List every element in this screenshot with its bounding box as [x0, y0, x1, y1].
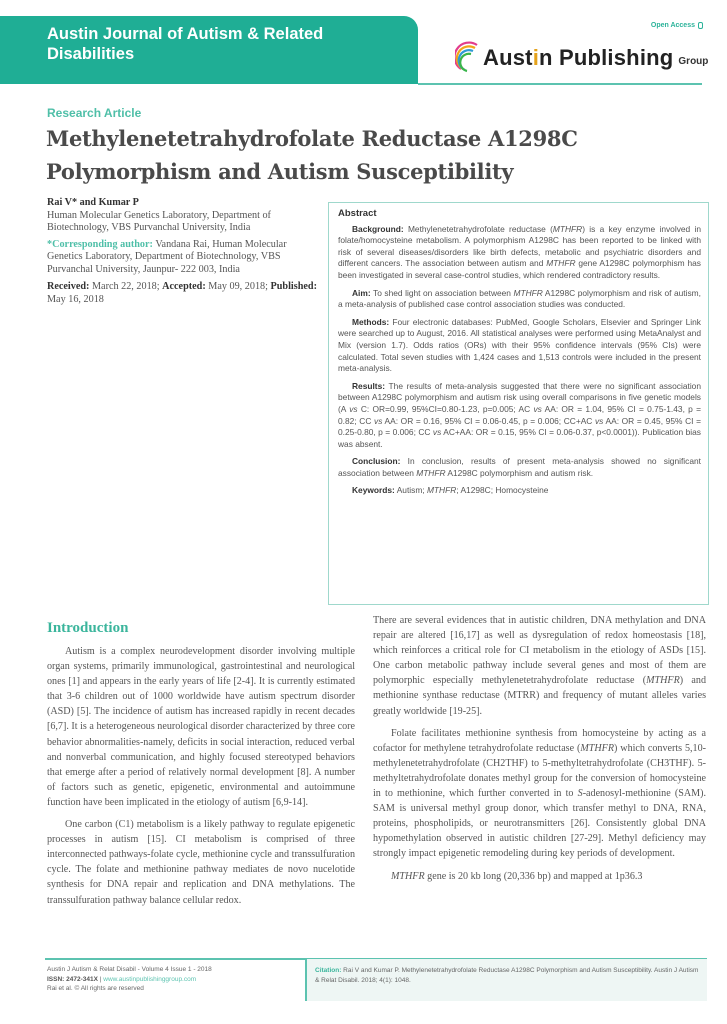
corresponding-author-label: *Corresponding author:: [47, 238, 153, 250]
body-column-left: [47, 644, 355, 915]
open-access-label: Open Access: [650, 22, 695, 29]
gene-name: MTHFR: [416, 467, 446, 478]
body-paragraph: [373, 869, 706, 884]
abstract-keywords: [338, 485, 701, 497]
abstract-results: [338, 381, 701, 451]
accepted-date: May 09, 2018;: [208, 281, 268, 292]
article-dates: [47, 281, 317, 306]
gene-name: MTHFR: [552, 223, 583, 234]
body-paragraph: [373, 726, 706, 862]
abstract-text: A1298C polymorphism and autism risk.: [445, 467, 594, 478]
footer-issn-line: [47, 975, 297, 985]
results-label: Results:: [352, 380, 386, 391]
publisher-name: [483, 45, 673, 71]
abstract-text: AA: OR = 0.16, 95% CI = 0.06-0.45, p = 0.006; CC+AC: [382, 415, 595, 426]
abstract-box: [328, 202, 709, 605]
footer-url-link[interactable]: www.austinpublishinggroup.com: [103, 975, 197, 983]
abstract-text: The results of meta-analysis suggested that there were no significant association between A1298C polymorphism and autism risk using overall comparisons in five genetic models (A: [338, 380, 701, 414]
abstract-text: C: OR=0.99, 95%CI=0.80-1.23, p=0.005; AC: [357, 403, 534, 414]
abstract-conclusion: [338, 456, 701, 479]
publisher-name-accent: i: [532, 45, 540, 70]
body-paragraph: [373, 613, 706, 719]
vs-text: vs: [432, 427, 442, 438]
body-text: There are several evidences that in autistic children, DNA methylation and DNA repair are altered [16,17] as well as dysregulation of redox homeostasis [18], which reinforces a critical role for CI metabolism in the etiology of ASDs [15]. One carbon metabolic pathway include several genes and most of them are polymorphic especially methylenetetrahydrofolate reductase (: [373, 615, 706, 687]
abstract-text: AA: OR = 0.45, 95% CI = 0.25-0.80, p = 0.006; CC: [338, 415, 701, 438]
vs-text: vs: [349, 403, 358, 414]
footer-copyright: Rai et al. © All rights are reserved: [47, 985, 144, 992]
published-label: Published:: [270, 281, 317, 292]
body-text: Folate facilitates methionine synthesis from homocysteine by acting as a cofactor for methylene tetrahydrofolate reductase (: [373, 727, 706, 754]
body-paragraph: One carbon (C1) metabolism is a likely pathway to regulate epigenetic processes in autism [15]. CI metabolism is comprised of three interconnected pathways-folate cycle, methionine cycle and transsulfuration cycle. The folate and methionine pathway mediates de novo nucelotide synthesis for DNA repair and replication and DNA methylations. The transsulfuration pathway balance cellular redox.: [47, 819, 355, 906]
author-names: Rai V* and Kumar P: [47, 197, 139, 208]
abstract-text: To shed light on association between: [373, 287, 514, 298]
vs-text: vs: [594, 415, 604, 426]
background-label: Background:: [352, 223, 404, 234]
header-divider: [418, 83, 702, 85]
abstract-text: AA: OR = 1.04, 95% CI = 0.75-1.43, p = 0.82; CC: [338, 403, 702, 426]
gene-name: MTHFR: [426, 485, 457, 496]
gene-name: MTHFR: [513, 287, 543, 298]
corresponding-author-text: Vandana Rai, Human Molecular Genetics Laboratory, Department of Biotechnology, VBS Purvanchal University, Jaunpur- 222 003, India: [47, 238, 287, 275]
open-access-badge: [651, 22, 703, 29]
article-title: Methylenetetrahydrofolate Reductase A1298C Polymorphism and Autism Susceptibility: [46, 126, 578, 184]
publisher-name-part: Aust: [483, 45, 533, 70]
conclusion-label: Conclusion:: [352, 456, 401, 467]
body-text: ) and methionine synthase reductase (MTRR) and frequency of mutant alleles varies greatly worldwide [19-25].: [373, 675, 706, 717]
gene-name: MTHFR: [646, 675, 680, 687]
body-paragraph: Autism is a complex neurodevelopment disorder involving multiple organ systems, primarily immunological, gastrointestinal and neurological ones [1] and appears in the early years of life [2-4]. It is currently estimated that 3-6 children out of 1000 worldwide have autism spectrum disorder (ASD) [5]. The incidence of autism has increased rapidly in recent decades [6,7]. It is a heterogeneous neurological disorder characterized by three core behavior abnormalities-namely, deficits in social interaction, reduced verbal and nonverbal communication, and highly focused stereotyped behaviors that emerge after a period of relatively normal development [8]. A number of factors such as genetic, epigenetic, environmental and autoimmune function have been implicated in the etiology of autism [6,9-14].: [47, 646, 355, 808]
abstract-background: [338, 224, 701, 282]
abstract-text: Methylenetetrahydrofolate reductase (: [407, 223, 553, 234]
publisher-logo: [455, 40, 708, 76]
footer-issn: ISSN: 2472-341X: [47, 975, 98, 983]
published-date: May 16, 2018: [47, 293, 104, 305]
publisher-name-part: n Publishing: [539, 45, 674, 70]
abstract-aim: [338, 288, 701, 311]
article-type: Research Article: [47, 106, 142, 120]
keywords-text: Autism;: [396, 485, 427, 496]
citation-text: Rai V and Kumar P. Methylenetetrahydrofolate Reductase A1298C Polymorphism and Autism Susceptibility. Austin J Autism & Relat Disabil. 2018; 4(1): 1048.: [315, 967, 699, 984]
abstract-text: In conclusion, results of present meta-analysis showed no significant association between: [338, 456, 701, 478]
journal-title: Austin Journal of Autism & Related Disabilities: [47, 25, 324, 63]
abstract-text: AC+AA: OR = 0.15, 95% CI = 0.06-0.37, p<0.0001)). Publication bias was absent.: [338, 427, 701, 449]
abstract-text: Four electronic databases: PubMed, Google Scholars, Elsevier and Springer Link were searched up to August, 2016. All statistical analyses were performed using MetaAnalyst and Mix (version 1.7). Odds ratios (ORs) with their 95% confidence intervals (95% CIs) were calculated. Total seven studies with 1,424 cases and 1,513 controls were included in the present meta-analysis.: [338, 316, 701, 374]
received-label: Received:: [47, 281, 90, 292]
footer-separator: |: [99, 975, 102, 983]
author-affiliation: Human Molecular Genetics Laboratory, Department of Biotechnology, VBS Purvanchal University, India: [47, 209, 271, 233]
abstract-heading: Abstract: [338, 208, 377, 219]
keywords-label: Keywords:: [352, 485, 395, 496]
gene-name: MTHFR: [391, 870, 425, 882]
abstract-text: gene A1298C polymorphism has been investigated in several case-control studies, which rendered contradictory results.: [338, 258, 701, 280]
body-column-right: [373, 613, 706, 891]
gene-name: MTHFR: [580, 742, 615, 754]
gene-name: MTHFR: [546, 258, 576, 269]
accepted-label: Accepted:: [162, 281, 206, 292]
body-text: ) which converts 5,10-methylenetetrahydrofolate (CH2THF) to 5-methyltetrahydrofolate (CH3THF). 5-methyltetrahydrofolate donates methyl group for the conversion of homocysteine in to methionine, which further converted in to: [373, 742, 706, 800]
author-info: [47, 197, 317, 306]
open-lock-icon: [698, 22, 703, 29]
methods-label: Methods:: [352, 316, 390, 327]
publisher-group: Group: [678, 56, 709, 67]
vs-text: vs: [533, 403, 542, 414]
abstract-text: ) is a key enzyme involved in folate/homocysteine metabolism. A polymorphism A1298C has been reported to be linked with risk of several diseases/disorders like birth defects, metabolic and psychiatric disorders and different cancers. The association between autism and: [338, 223, 701, 269]
body-text: -adenosyl-methionine (SAM). SAM is universal methyl group donor, which transfer methyl to DNA, RNA, proteins, phospholipids, or neurotransmitters [26]. Consistently global DNA hypomethylation observed in autistic children [27-29]. Methyl deficiency may strongly impact epigenetic remodeling during key periods of development.: [373, 788, 706, 860]
keywords-text: ; A1298C; Homocysteine: [456, 485, 549, 496]
vs-text: vs: [374, 415, 383, 426]
publisher-logo-arcs-icon: [455, 41, 481, 75]
abstract-text: A1298C polymorphism and risk of autism, a meta-analysis of published case control association studies was conducted.: [338, 287, 701, 310]
corresponding-author: [47, 239, 317, 277]
italic-s: S: [577, 788, 583, 800]
citation-label: Citation:: [315, 967, 342, 974]
abstract-methods: [338, 317, 701, 375]
body-text: gene is 20 kb long (20,336 bp) and mapped at 1p36.3: [424, 870, 643, 882]
footer-journal-line: Austin J Autism & Relat Disabil - Volume 4 Issue 1 - 2018: [47, 966, 212, 973]
footer-journal-info: [47, 965, 297, 994]
aim-label: Aim:: [352, 287, 371, 298]
footer-citation: [307, 959, 707, 1001]
introduction-heading: Introduction: [47, 620, 129, 636]
received-date: March 22, 2018;: [91, 281, 160, 292]
